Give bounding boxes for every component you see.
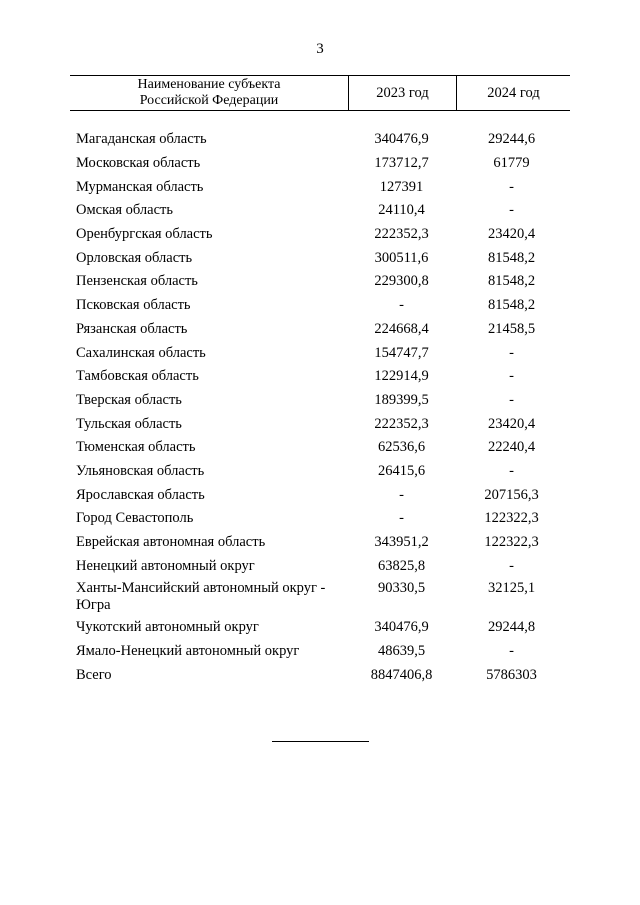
end-divider xyxy=(272,741,369,742)
value-2024-cell: 21458,5 xyxy=(487,320,536,337)
value-2023-cell: - xyxy=(399,510,404,527)
region-name-cell: Ямало-Ненецкий автономный округ xyxy=(76,643,300,660)
table-row xyxy=(70,531,570,555)
value-2024-cell: 122322,3 xyxy=(484,510,539,527)
value-2024-cell: 207156,3 xyxy=(484,486,539,503)
table-row xyxy=(70,483,570,507)
table-row xyxy=(70,389,570,413)
value-2023-cell: 222352,3 xyxy=(374,415,429,432)
value-2023-cell: 189399,5 xyxy=(374,391,429,408)
region-name-cell: Рязанская область xyxy=(76,320,188,337)
table-row xyxy=(70,365,570,389)
value-2024-cell: - xyxy=(509,202,514,219)
region-name-cell: Ярославская область xyxy=(76,486,205,503)
value-2024-cell: - xyxy=(509,643,514,660)
region-name-cell: Оренбургская область xyxy=(76,226,213,243)
value-2024-cell: 81548,2 xyxy=(487,273,536,290)
value-2024-cell: 23420,4 xyxy=(487,415,536,432)
table-row xyxy=(70,318,570,342)
value-2023-cell: 127391 xyxy=(379,178,424,195)
region-name-cell: Ульяновская область xyxy=(76,462,205,479)
table-row xyxy=(70,460,570,484)
value-2024-cell: 61779 xyxy=(493,155,530,172)
value-2024-cell: 23420,4 xyxy=(487,226,536,243)
table-row xyxy=(70,152,570,176)
value-2024-cell: 122322,3 xyxy=(484,534,539,551)
value-2023-cell: 224668,4 xyxy=(374,320,429,337)
region-name-cell: Московская область xyxy=(76,155,201,172)
value-2024-cell: 22240,4 xyxy=(487,439,536,456)
value-2023-cell: 340476,9 xyxy=(374,131,429,148)
region-name-cell: Магаданская область xyxy=(76,131,207,148)
value-2023-cell: 300511,6 xyxy=(374,249,429,266)
value-2023-cell: 173712,7 xyxy=(374,155,429,172)
table-row xyxy=(70,554,570,578)
value-2024-cell: 32125,1 xyxy=(487,580,536,597)
header-region-line2: Российской Федерации xyxy=(139,93,279,108)
value-2023-cell: 26415,6 xyxy=(377,462,426,479)
header-2024: 2024 год xyxy=(487,84,540,101)
value-2023-cell: 154747,7 xyxy=(374,344,429,361)
header-region-name xyxy=(70,76,349,110)
value-2023-cell: - xyxy=(399,486,404,503)
region-name-cell: Еврейская автономная область xyxy=(76,534,266,551)
region-name-cell: Мурманская область xyxy=(76,178,204,195)
table-row xyxy=(70,223,570,247)
value-2024-cell: - xyxy=(509,462,514,479)
value-2023-cell: 63825,8 xyxy=(377,557,426,574)
table-row xyxy=(70,412,570,436)
value-2024-cell: - xyxy=(509,368,514,385)
table-row xyxy=(70,341,570,365)
region-name-cell: Тамбовская область xyxy=(76,368,199,385)
table-body xyxy=(70,128,570,687)
region-name-cell: Ханты-Мансийский автономный округ - Югра xyxy=(76,580,326,614)
table-row xyxy=(70,640,570,664)
table-row xyxy=(70,294,570,318)
value-2023-cell: 24110,4 xyxy=(378,202,425,219)
table-row xyxy=(70,128,570,152)
value-2023-cell: 48639,5 xyxy=(377,643,426,660)
value-2024-cell: 29244,6 xyxy=(487,131,536,148)
region-name-cell: Омская область xyxy=(76,202,173,219)
table-row xyxy=(70,436,570,460)
value-2023-cell: 90330,5 xyxy=(377,580,426,597)
region-name-cell: Ненецкий автономный округ xyxy=(76,557,255,574)
table-row xyxy=(70,616,570,640)
value-2024-cell: 29244,8 xyxy=(487,619,536,636)
table-header xyxy=(70,75,570,111)
page-number: 3 xyxy=(316,41,324,57)
value-2024-cell: - xyxy=(509,344,514,361)
value-2023-cell: 229300,8 xyxy=(374,273,429,290)
region-name-cell: Тюменская область xyxy=(76,439,196,456)
region-name-cell: Псковская область xyxy=(76,297,191,314)
value-2023-cell: 62536,6 xyxy=(377,439,426,456)
value-2023-cell: 122914,9 xyxy=(374,368,429,385)
region-name-cell: Город Севастополь xyxy=(76,510,194,527)
table-row xyxy=(70,507,570,531)
value-2023-cell: 340476,9 xyxy=(374,619,429,636)
region-name-cell: Пензенская область xyxy=(76,273,198,290)
region-name-cell: Всего xyxy=(76,666,112,683)
region-name-cell: Чукотский автономный округ xyxy=(76,619,259,636)
value-2023-cell: - xyxy=(399,297,404,314)
table-row xyxy=(70,270,570,294)
table-row xyxy=(70,175,570,199)
region-name-cell: Тверская область xyxy=(76,391,182,408)
table-row xyxy=(70,199,570,223)
header-region-line1: Наименование субъекта xyxy=(137,77,281,92)
value-2024-cell: 81548,2 xyxy=(487,297,536,314)
region-name-cell: Тульская область xyxy=(76,415,182,432)
value-2024-cell: 81548,2 xyxy=(487,249,536,266)
header-2023: 2023 год xyxy=(349,76,457,110)
value-2023-cell: 8847406,8 xyxy=(370,666,433,683)
region-name-cell: Орловская область xyxy=(76,249,193,266)
table-row xyxy=(70,578,570,616)
region-name-cell: Сахалинская область xyxy=(76,344,206,361)
value-2024-cell: - xyxy=(509,178,514,195)
table-row xyxy=(70,246,570,270)
value-2024-cell: 5786303 xyxy=(486,666,537,683)
value-2024-cell: - xyxy=(509,557,514,574)
value-2023-cell: 343951,2 xyxy=(374,534,429,551)
value-2024-cell: - xyxy=(509,391,514,408)
value-2023-cell: 222352,3 xyxy=(374,226,429,243)
table-row xyxy=(70,663,570,687)
